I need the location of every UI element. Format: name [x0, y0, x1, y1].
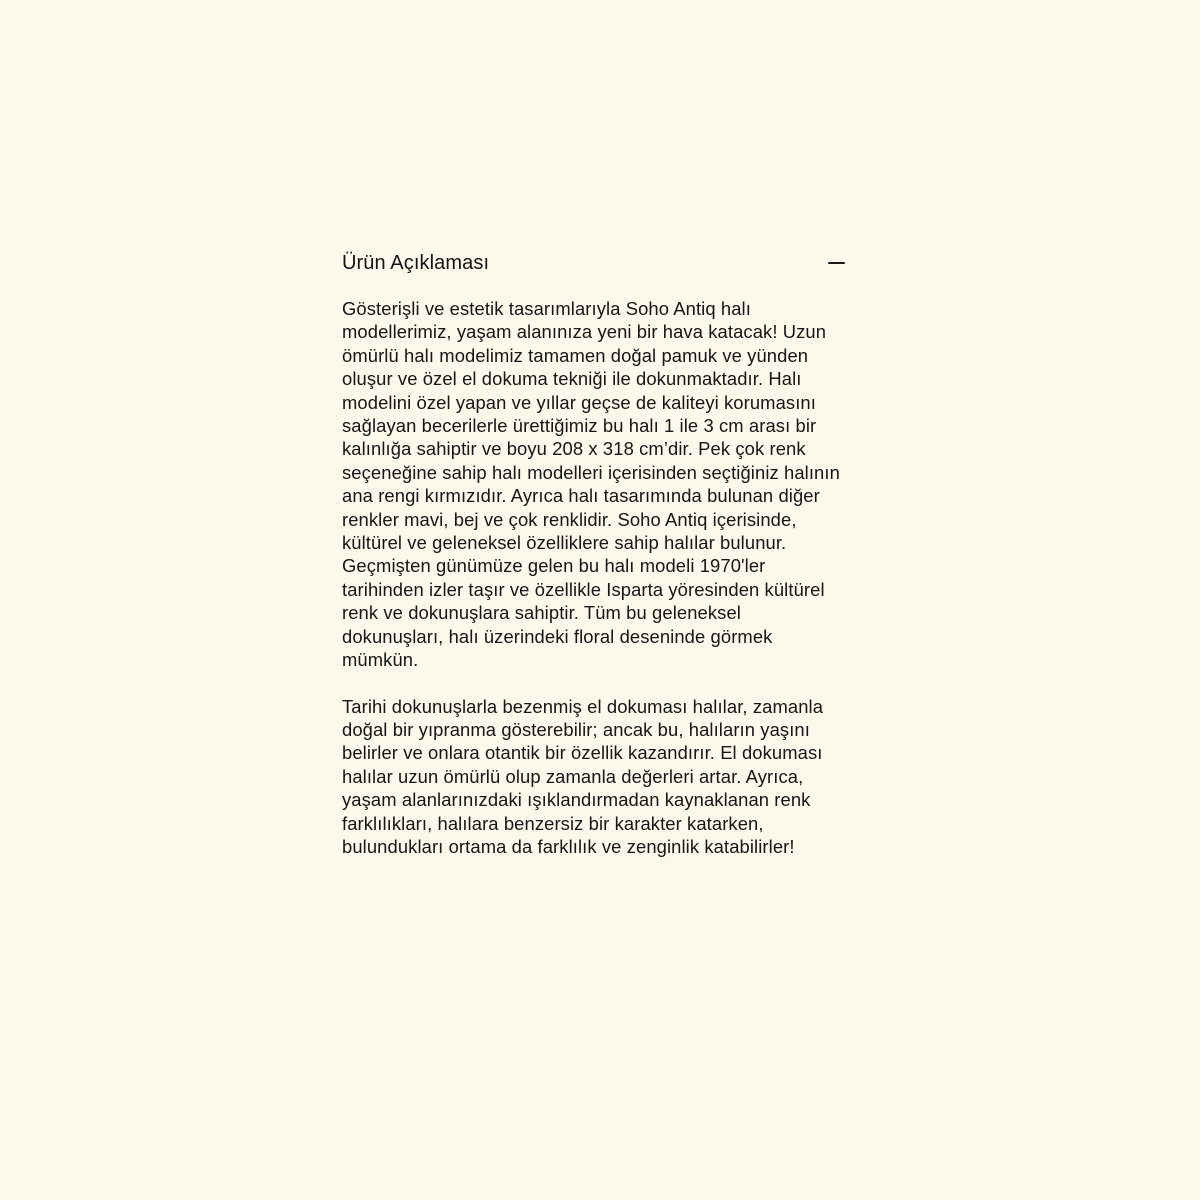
accordion-title: Ürün Açıklaması: [342, 252, 490, 274]
description-paragraph-1: Gösterişli ve estetik tasarımlarıyla Soho Antiq halı modellerimiz, yaşam alanınıza yeni bir hava katacak! Uzun ömürlü halı modelimiz tamamen doğal pamuk ve yünden oluşur ve özel el dokuma tekniği ile dokunmaktadır. Halı modelini özel yapan ve yıllar geçse de kaliteyi korumasını sağlayan becerilerle ürettiğimiz bu halı 1 ile 3 cm arası bir kalınlığa sahiptir ve boyu 208 x 318 cm’dir. Pek çok renk seçeneğine sahip halı modelleri içerisinden seçtiğiniz halının ana rengi kırmızıdır. Ayrıca halı tasarımında bulunan diğer renkler mavi, bej ve çok renklidir. Soho Antiq içerisinde, kültürel ve geleneksel özelliklere sahip halılar bulunur. Geçmişten günümüze gelen bu halı modeli 1970'ler tarihinden izler taşır ve özellikle Isparta yöresinden kültürel renk ve dokunuşlara sahiptir. Tüm bu geleneksel dokunuşları, halı üzerindeki floral deseninde görmek mümkün.: [342, 298, 840, 671]
product-description-accordion: [342, 246, 846, 858]
collapse-button[interactable]: [826, 253, 846, 273]
accordion-content: [342, 297, 846, 858]
accordion-header[interactable]: [342, 246, 846, 280]
minus-icon: [828, 262, 845, 264]
description-paragraph-2: Tarihi dokunuşlarla bezenmiş el dokuması halılar, zamanla doğal bir yıpranma gösterebilir; ancak bu, halıların yaşını belirler ve onlara otantik bir özellik kazandırır. El dokuması halılar uzun ömürlü olup zamanla değerleri artar. Ayrıca, yaşam alanlarınızdaki ışıklandırmadan kaynaklanan renk farklılıkları, halılara benzersiz bir karakter katarken, bulundukları ortama da farklılık ve zenginlik katabilirler!: [342, 695, 824, 857]
